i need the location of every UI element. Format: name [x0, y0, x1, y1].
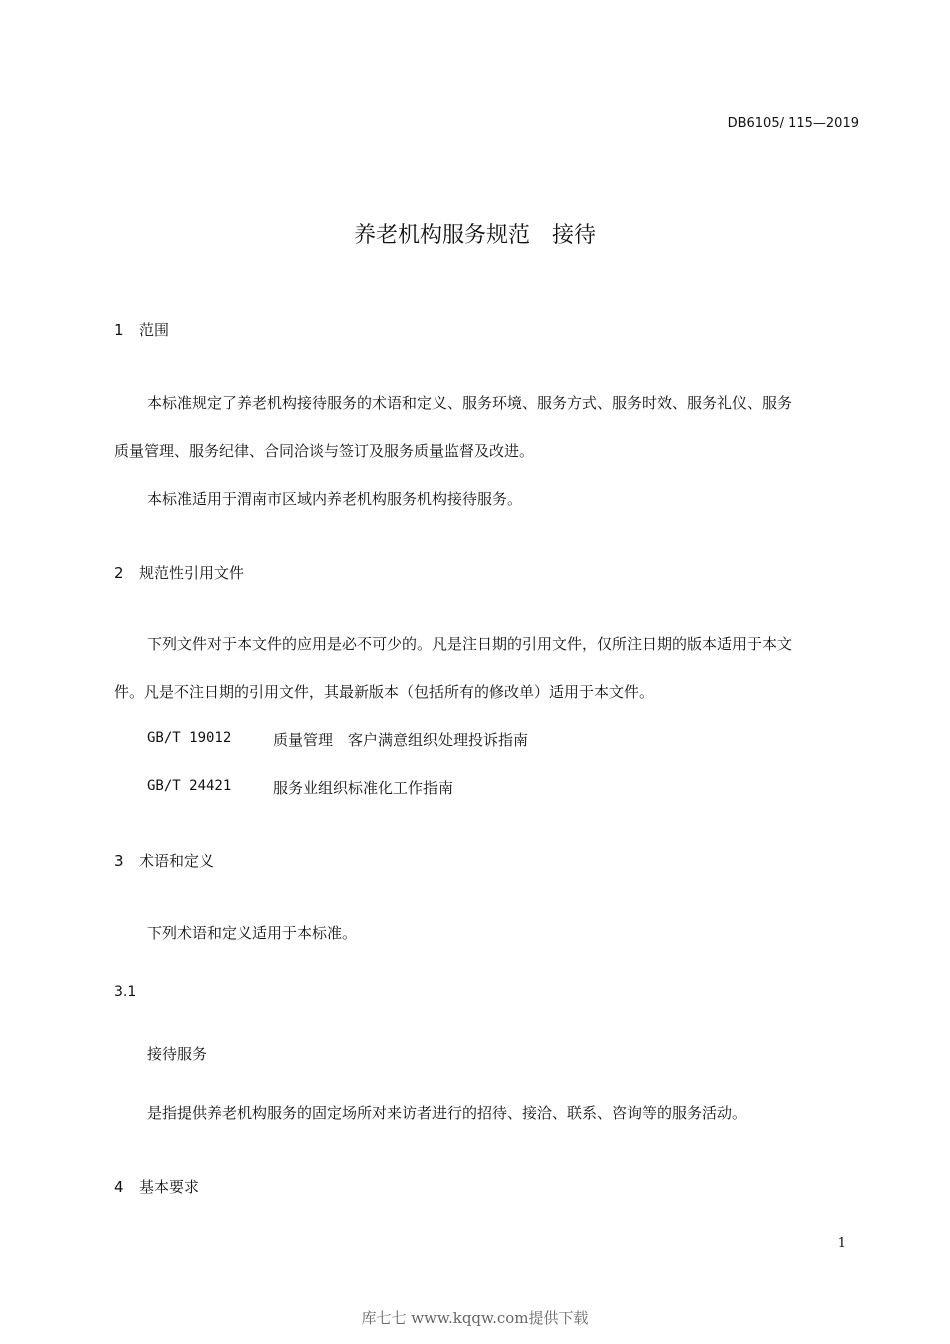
section-title: 规范性引用文件 — [139, 564, 245, 582]
section-4-heading — [114, 1176, 199, 1197]
section-number: 2 — [114, 564, 124, 582]
section-1-heading — [114, 319, 169, 340]
reference-title: 服务业组织标准化工作指南 — [273, 779, 454, 797]
section-3-paragraph-1: 下列术语和定义适用于本标准。 — [147, 924, 358, 942]
reference-code: GB/T 24421 — [147, 778, 232, 794]
section-number: 1 — [114, 321, 124, 339]
section-1-paragraph-1-line-1: 本标准规定了养老机构接待服务的术语和定义、服务环境、服务方式、服务时效、服务礼仪、服务 — [147, 394, 793, 412]
section-2-heading — [114, 562, 244, 583]
term-name: 接待服务 — [147, 1045, 208, 1063]
term-number: 3.1 — [114, 984, 137, 1000]
standard-code: DB6105/ 115—2019 — [727, 116, 859, 131]
download-footer: 库七七 www.kqqw.com提供下载 — [361, 1309, 589, 1327]
section-1-paragraph-2: 本标准适用于渭南市区域内养老机构服务机构接待服务。 — [147, 490, 523, 508]
section-title: 基本要求 — [139, 1178, 200, 1196]
section-title: 术语和定义 — [139, 852, 215, 870]
section-2-paragraph-1-line-2: 件。凡是不注日期的引用文件，其最新版本（包括所有的修改单）适用于本文件。 — [114, 683, 655, 701]
section-number: 3 — [114, 852, 124, 870]
section-3-heading — [114, 850, 214, 871]
document-title: 养老机构服务规范 接待 — [353, 223, 596, 248]
reference-title: 质量管理 客户满意组织处理投诉指南 — [273, 731, 529, 749]
section-1-paragraph-1-line-2: 质量管理、服务纪律、合同洽谈与签订及服务质量监督及改进。 — [114, 442, 535, 460]
section-title: 范围 — [139, 321, 170, 339]
term-definition: 是指提供养老机构服务的固定场所对来访者进行的招待、接洽、联系、咨询等的服务活动。 — [147, 1104, 748, 1122]
section-2-paragraph-1-line-1: 下列文件对于本文件的应用是必不可少的。凡是注日期的引用文件，仅所注日期的版本适用于本文 — [147, 635, 793, 653]
section-number: 4 — [114, 1178, 124, 1196]
page-number: 1 — [837, 1236, 846, 1251]
reference-code: GB/T 19012 — [147, 730, 232, 746]
